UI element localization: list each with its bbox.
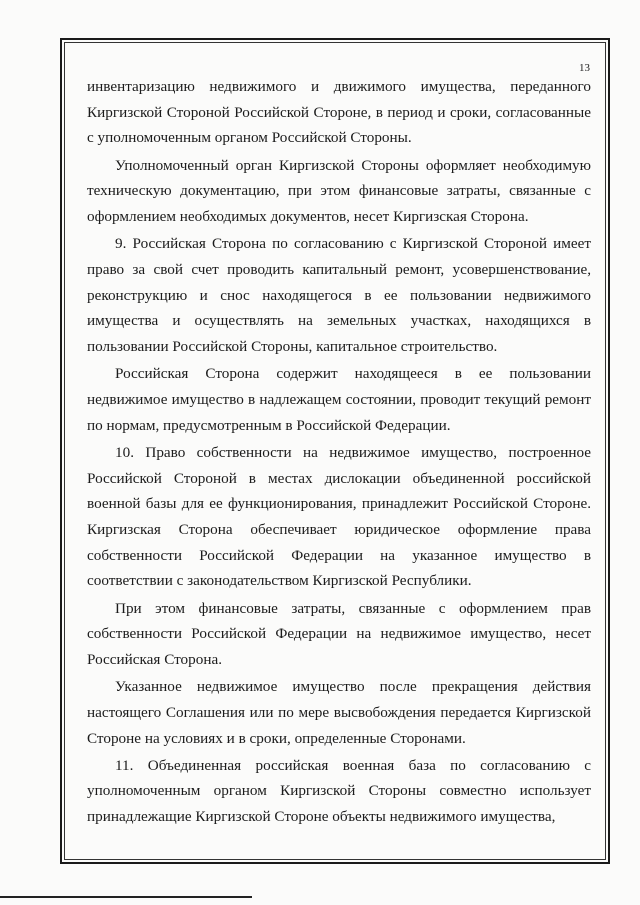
paragraph-clause-11: 11. Объединенная российская военная база по согласованию с уполномоченным органом Киргизской Стороны совместно использует принадлежащие Киргизской Стороне объекты недвижимого имущества, [87, 756, 591, 826]
page-number: 13 [579, 62, 590, 74]
paragraph-continuation: инвентаризацию недвижимого и движимого имущества, переданного Киргизской Стороной Российской Стороне, в период и сроки, согласованные с уполномоченным органом Российской Стороны. [87, 78, 591, 147]
paragraph-clause-10: 10. Право собственности на недвижимое имущество, построенное Российской Стороной в местах дислокации объединенной российской военной базы для ее функционирования, принадлежит Российской Стороне. Киргизская Сторона обеспечивает юридическое оформление права собственности Российской Федерации на указанное имущество в соответствии с законодательством Киргизской Республики. [87, 443, 591, 590]
paragraph-property-return: Указанное недвижимое имущество после прекращения действия настоящего Соглашения или по мере высвобождения передается Киргизской Стороне на условиях и в сроки, определенные Сторонами. [87, 678, 591, 747]
paragraph-clause-9: 9. Российская Сторона по согласованию с Киргизской Стороной имеет право за свой счет проводить капитальный ремонт, усовершенствование, реконструкцию и снос находящегося в ее пользовании недвижимого имущества и осуществлять на земельных участках, находящихся в пользовании Российской Стороны, капитальное строительство. [87, 235, 591, 356]
paragraph-ownership-costs: При этом финансовые затраты, связанные с оформлением прав собственности Российской Федерации на недвижимое имущество, несет Российская Сторона. [87, 599, 591, 668]
paragraph-maintenance: Российская Сторона содержит находящееся в ее пользовании недвижимое имущество в надлежащем состоянии, проводит текущий ремонт по нормам, предусмотренным в Российской Федерации. [87, 365, 591, 434]
document-body [87, 74, 591, 831]
bottom-rule [0, 896, 252, 898]
paragraph-technical-documentation: Уполномоченный орган Киргизской Стороны оформляет необходимую техническую документацию, при этом финансовые затраты, связанные с оформлением необходимых документов, несет Киргизская Сторона. [87, 156, 591, 226]
